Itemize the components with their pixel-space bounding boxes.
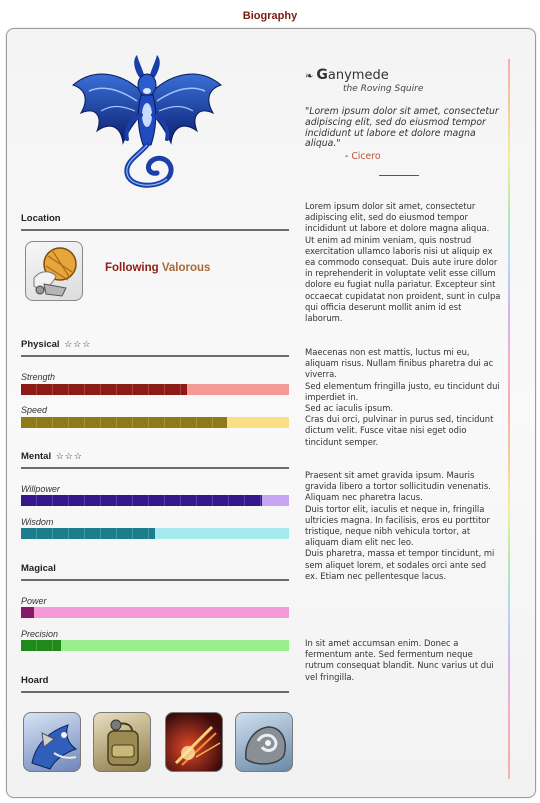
- stat-bar-power: [21, 607, 289, 618]
- stat-label-strength: Strength: [21, 372, 56, 382]
- location-balloon-icon: [25, 241, 83, 301]
- location-heading-label: Location: [21, 213, 61, 224]
- page-title: Biography: [242, 10, 298, 22]
- stat-label-willpower: Willpower: [21, 484, 60, 494]
- bio-paragraph-4: In sit amet accumsan enim. Donec a fermentum ante. Sed fermentum neque rutrum consequat blandit. Nunc varius ut dui vel fringilla.: [305, 638, 494, 682]
- stat-label-precision: Precision: [21, 629, 59, 639]
- stat-bar-fill: [21, 640, 61, 651]
- stat-bar-fill: [21, 495, 262, 506]
- hoard-item-armored-dragon-icon[interactable]: [23, 712, 81, 772]
- stat-label-power: Power: [21, 596, 47, 606]
- dragon-name-initial: G: [316, 67, 328, 83]
- bio-paragraph-1: Lorem ipsum dolor sit amet, consectetur adipiscing elit, sed do eiusmod tempor incididunt ut labore et dolore magna aliqua. Ut enim ad minim veniam, quis nostrud exercitation ullamco laboris nisi ut aliquip ex ea commodo consequat. Duis aute irure dolor in reprehenderit in voluptate velit esse cillum dolore eu fugiat nulla pariatur. Excepteur sint occaecat cupidatat non proident, sunt in culpa qui officia deserunt mollit anim id est laborum.: [305, 201, 501, 324]
- hoard-item-stone-totem-icon[interactable]: [235, 712, 293, 772]
- location-text: [105, 262, 210, 274]
- hoard-heading: [21, 675, 289, 693]
- left-column: [7, 29, 297, 797]
- stat-bar-speed: [21, 417, 289, 428]
- mental-heading: [21, 451, 289, 469]
- dragon-name: [305, 67, 389, 83]
- location-heading: [21, 213, 289, 231]
- physical-stars: ☆☆☆: [64, 339, 92, 349]
- hoard-list: [23, 712, 293, 774]
- quote-author: Cicero: [351, 151, 381, 162]
- stat-bar-fill: [21, 384, 187, 395]
- hoard-item-adventurer-backpack-icon[interactable]: [93, 712, 151, 772]
- stat-bar-willpower: [21, 495, 289, 506]
- stat-label-speed: Speed: [21, 405, 48, 415]
- quote-author-line: [345, 151, 381, 162]
- stat-bar-wisdom: [21, 528, 289, 539]
- magical-heading: [21, 563, 289, 581]
- quote-dash: -: [345, 151, 352, 162]
- dragon-name-rest: anymede: [327, 68, 389, 83]
- bio-quote: "Lorem ipsum dolor sit amet, consectetur adipiscing elit, sed do eiusmod tempor incididunt ut labore et dolore magna aliqua.": [305, 106, 499, 150]
- dragon-emblem-icon: [67, 55, 227, 205]
- stat-bar-fill: [21, 607, 34, 618]
- hoard-item-fire-bolt-icon[interactable]: [165, 712, 223, 772]
- biography-card: [6, 28, 536, 798]
- hoard-heading-label: Hoard: [21, 675, 49, 686]
- mental-heading-label: Mental: [21, 451, 52, 462]
- dragon-title: the Roving Squire: [343, 84, 424, 94]
- physical-heading: [21, 339, 289, 357]
- stat-bar-precision: [21, 640, 289, 651]
- mental-stars: ☆☆☆: [55, 451, 83, 461]
- right-column: [305, 29, 501, 797]
- stat-bar-fill: [21, 528, 155, 539]
- stat-bar-strength: [21, 384, 289, 395]
- bio-paragraph-2: Maecenas non est mattis, luctus mi eu, aliquam risus. Nullam finibus pharetra dui ac viverra. Sed elementum fringilla justo, eu tincidunt dui imperdiet in. Sed ac iaculis ipsum. Cras dui orci, pulvinar in purus sed, tincidunt dictum velit. Fusce vitae nisi eget odio tincidunt semper.: [305, 347, 500, 447]
- physical-heading-label: Physical: [21, 339, 60, 350]
- quote-divider: [379, 175, 419, 176]
- location-prefix: Following: [105, 262, 159, 274]
- stat-label-wisdom: Wisdom: [21, 517, 54, 527]
- fleuron-icon: ❧: [305, 71, 314, 82]
- decorative-rainbow-divider: [508, 59, 510, 779]
- stat-bar-fill: [21, 417, 227, 428]
- bio-paragraph-3: Praesent sit amet gravida ipsum. Mauris gravida libero a tortor sollicitudin venenatis. Aliquam nec pharetra lacus. Duis tortor elit, iaculis et neque in, fringilla ultricies magna. In facilisis, eros eu porttitor tristique, neque nibh vehicula tortor, at aliquam diam elit nec leo. Duis pharetra, massa et tempor tincidunt, mi sem aliquet lorem, et sodales orci ante sed ex. Etiam nec pellentesque lacus.: [305, 470, 495, 581]
- magical-heading-label: Magical: [21, 563, 56, 574]
- location-faction-link[interactable]: Valorous: [161, 262, 211, 274]
